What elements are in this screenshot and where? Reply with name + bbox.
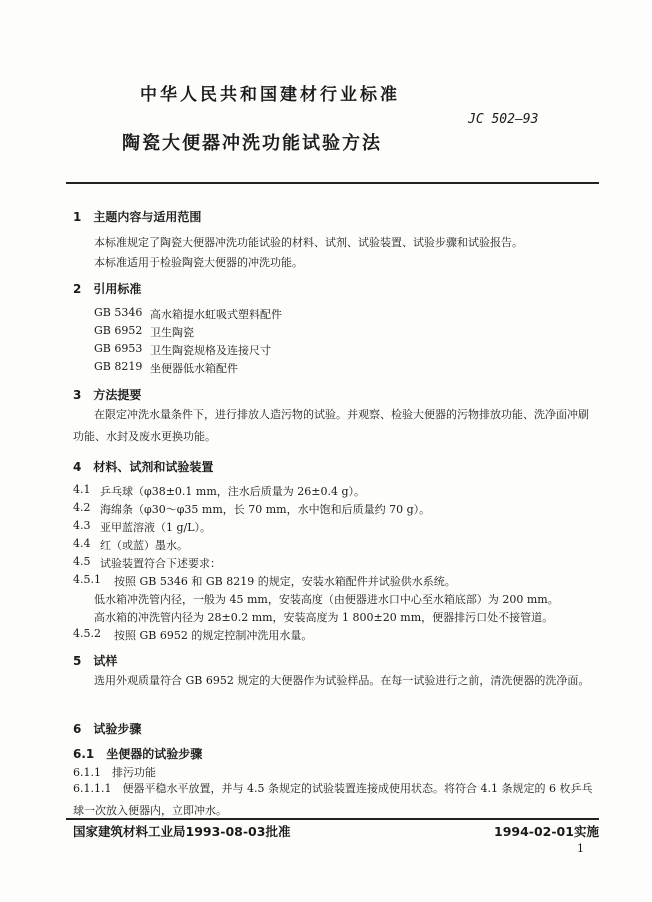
section-1-heading: 1 主题内容与适用范围: [73, 210, 202, 224]
reference-name: 坐便器低水箱配件: [150, 362, 238, 375]
clause-text: 海绵条（φ30～φ35 mm，长 70 mm，水中饱和后质量约 70 g）。: [100, 503, 431, 516]
reference-code: GB 6952: [94, 324, 143, 337]
header-rule: [66, 182, 599, 184]
page-number: 1: [577, 842, 584, 855]
section-3-para-1: 在限定冲洗水量条件下，进行排放人造污物的试验。并观察、检验大便器的污物排放功能、洗净面冲刷功能、水封及废水更换功能。: [73, 408, 589, 443]
effective-date: 1994-02-01实施: [494, 824, 599, 839]
clause-number: 4.5.2: [73, 627, 101, 640]
section-6-heading: 6 试验步骤: [73, 722, 142, 736]
clause-text: 高水箱的冲洗管内径为 28±0.2 mm，安装高度为 1 800±20 mm，便器排污口处不接管道。: [94, 611, 554, 624]
reference-code: GB 5346: [94, 306, 143, 319]
reference-name: 卫生陶瓷: [150, 326, 194, 339]
clause-6-1-1-1: 6.1.1.1 便器平稳水平放置，并与 4.5 条规定的试验装置连接成使用状态。将符合 4.1 条规定的 6 枚乒乓球一次放入便器内，立即冲水。: [73, 782, 593, 817]
clause-number: 4.3: [73, 519, 91, 532]
clause-text: 亚甲蓝溶液（1 g/L）。: [100, 521, 212, 534]
clause-text: 红（或蓝）墨水。: [100, 539, 188, 552]
clause-text: 按照 GB 5346 和 GB 8219 的规定，安装水箱配件并试验供水系统。: [114, 575, 456, 588]
reference-name: 高水箱提水虹吸式塑料配件: [150, 308, 282, 321]
clause-text: 试验装置符合下述要求：: [100, 557, 221, 570]
section-4-heading: 4 材料、试剂和试验装置: [73, 460, 214, 474]
document-title: 陶瓷大便器冲洗功能试验方法: [122, 133, 382, 154]
footer-rule: [66, 818, 599, 820]
reference-code: GB 6953: [94, 342, 143, 355]
clause-number: 4.2: [73, 501, 91, 514]
clause-number: 4.4: [73, 537, 91, 550]
clause-text: 按照 GB 6952 的规定控制冲洗用水量。: [114, 629, 313, 642]
section-1-para-1: 本标准规定了陶瓷大便器冲洗功能试验的材料、试剂、试验装置、试验步骤和试验报告。: [94, 236, 523, 249]
clause-text: 低水箱冲洗管内径，一般为 45 mm，安装高度（由便器进水口中心至水箱底部）为 200 mm。: [94, 593, 559, 606]
clause-number: 4.5.1: [73, 573, 101, 586]
approval-info: 国家建筑材料工业局1993-08-03批准: [73, 824, 291, 839]
issuing-organization: 中华人民共和国建材行业标准: [140, 85, 400, 105]
clause-text: 乒乓球（φ38±0.1 mm，注水后质量为 26±0.4 g）。: [100, 485, 366, 498]
section-5-para-1: 选用外观质量符合 GB 6952 规定的大便器作为试验样品。在每一试验进行之前，清洗便器的洗净面。: [94, 674, 590, 687]
subsection-6-1-1-heading: 6.1.1 排污功能: [73, 766, 156, 779]
reference-code: GB 8219: [94, 360, 143, 373]
section-5-heading: 5 试样: [73, 654, 118, 668]
reference-name: 卫生陶瓷规格及连接尺寸: [150, 344, 271, 357]
section-3-heading: 3 方法提要: [73, 388, 142, 402]
clause-number: 4.1: [73, 483, 91, 496]
clause-number: 4.5: [73, 555, 91, 568]
standard-code: JC 502—93: [468, 112, 539, 127]
section-2-heading: 2 引用标准: [73, 282, 142, 296]
subsection-6-1-heading: 6.1 坐便器的试验步骤: [73, 747, 203, 761]
section-1-para-2: 本标准适用于检验陶瓷大便器的冲洗功能。: [94, 256, 303, 269]
